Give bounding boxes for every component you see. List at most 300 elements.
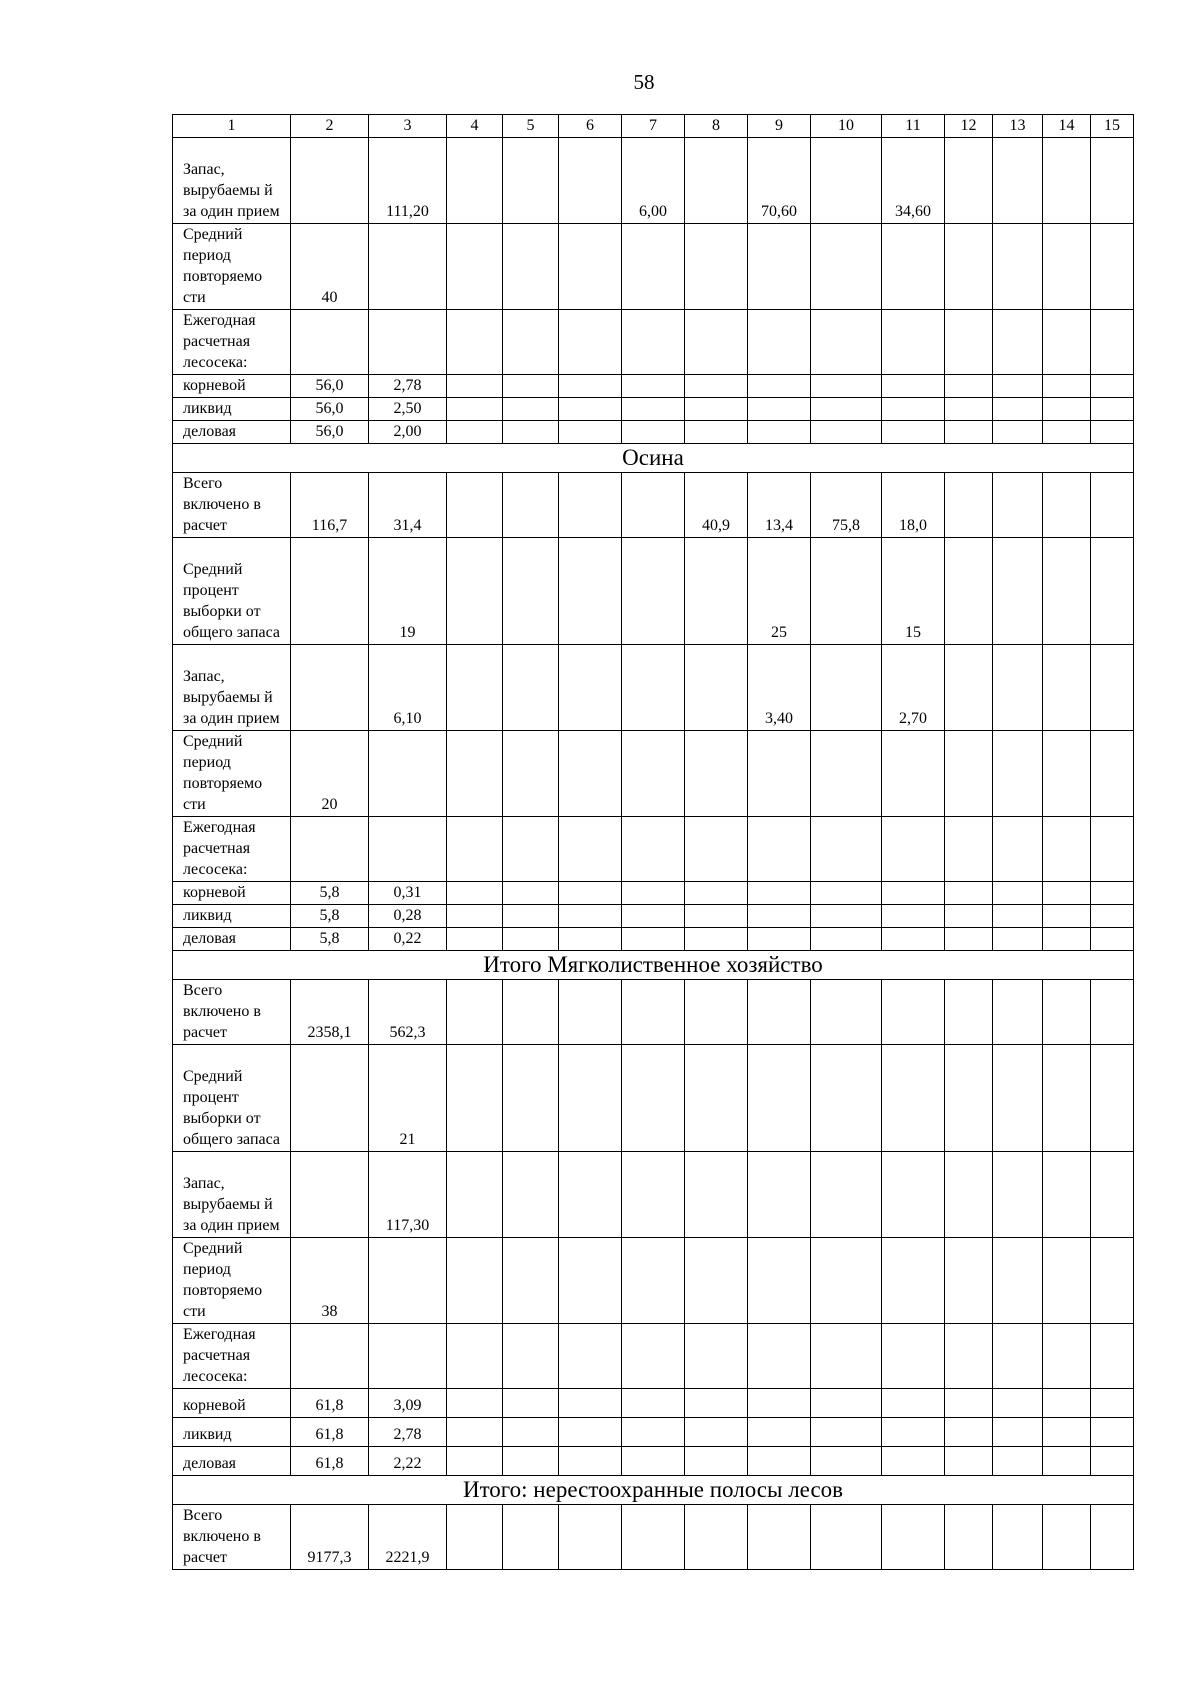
table-cell [447, 538, 503, 645]
table-cell [993, 882, 1043, 905]
table-cell [503, 1389, 559, 1418]
table-cell [1043, 138, 1091, 224]
table-cell [1043, 310, 1091, 375]
table-cell [503, 473, 559, 538]
table-cell [882, 1447, 945, 1476]
table-cell: 2,78 [369, 375, 447, 398]
row-label: деловая [173, 421, 291, 444]
table-cell [503, 1418, 559, 1447]
table-cell [1043, 1324, 1091, 1389]
table-cell [622, 817, 685, 882]
table-cell [447, 1152, 503, 1238]
table-cell [622, 1045, 685, 1152]
table-cell [748, 1238, 811, 1324]
table-cell [945, 980, 993, 1045]
table-row [173, 310, 1134, 375]
table-cell [503, 1152, 559, 1238]
table-cell [559, 1324, 622, 1389]
table-cell: 15 [882, 538, 945, 645]
table-cell [559, 1447, 622, 1476]
table-cell [685, 905, 748, 928]
table-cell [993, 1238, 1043, 1324]
table-cell [291, 1152, 369, 1238]
column-header: 14 [1043, 115, 1091, 138]
table-cell [882, 1418, 945, 1447]
table-cell [993, 1418, 1043, 1447]
table-cell [447, 645, 503, 731]
table-cell [685, 138, 748, 224]
table-cell [1043, 1045, 1091, 1152]
table-cell [559, 905, 622, 928]
allowable-cut-table [172, 114, 1134, 1570]
table-row [173, 1238, 1134, 1324]
table-cell [993, 224, 1043, 310]
table-cell [945, 310, 993, 375]
table-cell [1091, 398, 1134, 421]
row-label: Всего включено в расчет [173, 1505, 291, 1570]
table-cell [369, 224, 447, 310]
table-cell [503, 731, 559, 817]
table-cell [622, 1324, 685, 1389]
table-cell [993, 1152, 1043, 1238]
table-cell [503, 1324, 559, 1389]
table-cell [811, 1152, 882, 1238]
table-cell [945, 421, 993, 444]
table-cell: 19 [369, 538, 447, 645]
table-cell [685, 398, 748, 421]
table-cell: 2,22 [369, 1447, 447, 1476]
table-cell [685, 1238, 748, 1324]
table-cell [622, 731, 685, 817]
table-cell [748, 882, 811, 905]
table-cell [622, 1152, 685, 1238]
table-row [173, 1389, 1134, 1418]
table-cell [369, 310, 447, 375]
table-cell: 20 [291, 731, 369, 817]
table-cell [945, 731, 993, 817]
row-label: Средний процент выборки от общего запаса [173, 1045, 291, 1152]
table-cell [748, 1045, 811, 1152]
table-cell [369, 817, 447, 882]
table-cell: 70,60 [748, 138, 811, 224]
table-cell [811, 138, 882, 224]
table-cell [811, 1505, 882, 1570]
table-cell [685, 980, 748, 1045]
table-cell: 3,40 [748, 645, 811, 731]
table-cell [1091, 731, 1134, 817]
table-cell [685, 1045, 748, 1152]
table-cell [1091, 882, 1134, 905]
table-cell: 34,60 [882, 138, 945, 224]
table-cell [882, 905, 945, 928]
table-cell [993, 928, 1043, 951]
table-cell [993, 645, 1043, 731]
table-cell [503, 375, 559, 398]
section-header-row [173, 951, 1134, 980]
table-cell [811, 980, 882, 1045]
table-cell [1043, 731, 1091, 817]
table-cell [811, 882, 882, 905]
table-cell [503, 645, 559, 731]
table-cell: 6,10 [369, 645, 447, 731]
column-header: 10 [811, 115, 882, 138]
table-cell [993, 398, 1043, 421]
table-cell [1043, 1418, 1091, 1447]
table-cell [447, 905, 503, 928]
table-cell: 0,31 [369, 882, 447, 905]
table-cell [685, 645, 748, 731]
table-cell [945, 398, 993, 421]
table-cell [811, 645, 882, 731]
table-cell: 56,0 [291, 398, 369, 421]
table-cell [369, 731, 447, 817]
table-cell: 0,28 [369, 905, 447, 928]
table-cell [748, 980, 811, 1045]
table-cell [748, 398, 811, 421]
table-cell [945, 375, 993, 398]
table-cell: 0,22 [369, 928, 447, 951]
table-cell [559, 310, 622, 375]
column-header-row [173, 115, 1134, 138]
table-cell [447, 398, 503, 421]
table-cell [503, 224, 559, 310]
table-cell [1091, 1324, 1134, 1389]
table-cell [945, 905, 993, 928]
table-cell [993, 375, 1043, 398]
column-header: 12 [945, 115, 993, 138]
table-cell [748, 817, 811, 882]
table-cell [503, 1238, 559, 1324]
table-cell [503, 928, 559, 951]
table-cell: 40 [291, 224, 369, 310]
table-cell [1043, 1238, 1091, 1324]
table-cell [1091, 1238, 1134, 1324]
table-cell [622, 905, 685, 928]
table-cell [748, 1389, 811, 1418]
row-label: Средний период повторяемо сти [173, 1238, 291, 1324]
table-row [173, 817, 1134, 882]
table-cell [945, 1238, 993, 1324]
table-cell [748, 421, 811, 444]
table-cell: 40,9 [685, 473, 748, 538]
table-cell [748, 1418, 811, 1447]
table-cell [503, 1505, 559, 1570]
table-cell [882, 375, 945, 398]
table-row [173, 1505, 1134, 1570]
table-cell [1043, 1152, 1091, 1238]
section-header-row [173, 1476, 1134, 1505]
section-title: Итого Мягколиственное хозяйство [173, 951, 1134, 980]
table-cell [1091, 538, 1134, 645]
table-cell: 9177,3 [291, 1505, 369, 1570]
table-cell [622, 1389, 685, 1418]
table-row [173, 1152, 1134, 1238]
table-cell [993, 1447, 1043, 1476]
table-cell [685, 928, 748, 951]
table-cell [811, 224, 882, 310]
table-cell [447, 1324, 503, 1389]
table-cell: 5,8 [291, 882, 369, 905]
table-cell [811, 731, 882, 817]
table-cell: 56,0 [291, 375, 369, 398]
column-header: 8 [685, 115, 748, 138]
table-cell [559, 224, 622, 310]
column-header: 7 [622, 115, 685, 138]
table-cell [748, 1152, 811, 1238]
table-cell [1043, 473, 1091, 538]
table-cell [993, 538, 1043, 645]
table-cell: 2358,1 [291, 980, 369, 1045]
table-cell [993, 1045, 1043, 1152]
table-cell [503, 138, 559, 224]
table-cell [685, 817, 748, 882]
table-cell [559, 1505, 622, 1570]
table-row [173, 905, 1134, 928]
table-row [173, 980, 1134, 1045]
column-header: 9 [748, 115, 811, 138]
table-cell [945, 817, 993, 882]
table-cell [1091, 980, 1134, 1045]
table-cell [945, 882, 993, 905]
row-label: Всего включено в расчет [173, 473, 291, 538]
table-cell [622, 928, 685, 951]
table-cell [291, 138, 369, 224]
table-cell [1043, 224, 1091, 310]
table-cell [748, 928, 811, 951]
table-row [173, 645, 1134, 731]
table-cell [447, 928, 503, 951]
table-cell [882, 1505, 945, 1570]
table-cell: 61,8 [291, 1418, 369, 1447]
row-label: Запас, вырубаемы й за один прием [173, 138, 291, 224]
table-cell [993, 1324, 1043, 1389]
table-cell [1091, 473, 1134, 538]
table-cell: 2,50 [369, 398, 447, 421]
table-cell [1043, 905, 1091, 928]
table-cell [685, 224, 748, 310]
table-cell [993, 1505, 1043, 1570]
table-cell [559, 1152, 622, 1238]
table-cell [622, 375, 685, 398]
table-cell [945, 928, 993, 951]
table-cell [882, 398, 945, 421]
row-label: Ежегодная расчетная лесосека: [173, 1324, 291, 1389]
table-row [173, 538, 1134, 645]
column-header: 3 [369, 115, 447, 138]
table-cell [622, 421, 685, 444]
section-title: Итого: нерестоохранные полосы лесов [173, 1476, 1134, 1505]
table-cell [1043, 882, 1091, 905]
table-cell: 6,00 [622, 138, 685, 224]
table-cell: 2,78 [369, 1418, 447, 1447]
table-row [173, 398, 1134, 421]
table-cell [945, 1505, 993, 1570]
table-cell: 13,4 [748, 473, 811, 538]
table-cell [291, 310, 369, 375]
table-cell [811, 538, 882, 645]
row-label: ликвид [173, 905, 291, 928]
table-cell [811, 1238, 882, 1324]
table-cell [993, 1389, 1043, 1418]
table-cell [1091, 1152, 1134, 1238]
row-label: деловая [173, 928, 291, 951]
table-cell [291, 1045, 369, 1152]
table-row [173, 928, 1134, 951]
table-cell [882, 980, 945, 1045]
table-cell [748, 905, 811, 928]
table-cell [1043, 817, 1091, 882]
table-cell [559, 138, 622, 224]
table-cell [882, 1238, 945, 1324]
table-cell [622, 538, 685, 645]
table-row [173, 224, 1134, 310]
table-cell [882, 882, 945, 905]
table-cell [503, 1045, 559, 1152]
table-cell: 117,30 [369, 1152, 447, 1238]
table-cell [685, 731, 748, 817]
table-cell: 3,09 [369, 1389, 447, 1418]
table-cell [369, 1324, 447, 1389]
table-row [173, 138, 1134, 224]
table-cell [882, 1324, 945, 1389]
table-cell [685, 1505, 748, 1570]
table-cell [559, 473, 622, 538]
table-row [173, 421, 1134, 444]
table-cell [559, 980, 622, 1045]
row-label: ликвид [173, 1418, 291, 1447]
table-cell [945, 1045, 993, 1152]
table-cell [1091, 224, 1134, 310]
table-cell [882, 1389, 945, 1418]
table-cell: 61,8 [291, 1447, 369, 1476]
row-label: Всего включено в расчет [173, 980, 291, 1045]
table-cell [685, 1324, 748, 1389]
table-cell [1091, 1045, 1134, 1152]
table-cell [447, 310, 503, 375]
table-cell [622, 882, 685, 905]
table-cell [622, 1505, 685, 1570]
table-cell [503, 817, 559, 882]
table-cell [369, 1238, 447, 1324]
column-header: 1 [173, 115, 291, 138]
table-cell [993, 138, 1043, 224]
table-cell [559, 1389, 622, 1418]
table-cell [447, 1389, 503, 1418]
table-row [173, 1324, 1134, 1389]
row-label: Средний период повторяемо сти [173, 224, 291, 310]
table-cell: 38 [291, 1238, 369, 1324]
table-cell [622, 1238, 685, 1324]
table-cell [447, 1418, 503, 1447]
table-cell: 18,0 [882, 473, 945, 538]
column-header: 4 [447, 115, 503, 138]
table-cell [1043, 421, 1091, 444]
table-cell [811, 1389, 882, 1418]
table-cell [685, 538, 748, 645]
table-cell [811, 1324, 882, 1389]
table-row [173, 882, 1134, 905]
table-cell [559, 1418, 622, 1447]
table-cell [1091, 421, 1134, 444]
table-cell [1091, 645, 1134, 731]
table-cell [447, 1045, 503, 1152]
table-cell [1043, 538, 1091, 645]
table-cell [559, 817, 622, 882]
row-label: Запас, вырубаемы й за один прием [173, 1152, 291, 1238]
table-cell [1043, 980, 1091, 1045]
page-number: 58 [633, 70, 655, 94]
table-cell [1091, 1418, 1134, 1447]
table-cell [685, 1447, 748, 1476]
table-cell [685, 375, 748, 398]
table-cell [748, 224, 811, 310]
table-cell [447, 882, 503, 905]
table-cell [945, 138, 993, 224]
table-row [173, 473, 1134, 538]
table-cell [811, 928, 882, 951]
row-label: Запас, вырубаемы й за один прием [173, 645, 291, 731]
table-cell [1091, 1505, 1134, 1570]
table-body [173, 115, 1134, 1570]
table-cell [882, 1152, 945, 1238]
table-cell [291, 645, 369, 731]
table-cell [503, 1447, 559, 1476]
table-cell [685, 1389, 748, 1418]
table-cell [447, 1505, 503, 1570]
table-cell [945, 1447, 993, 1476]
table-cell [993, 905, 1043, 928]
table-cell [1091, 138, 1134, 224]
table-cell: 116,7 [291, 473, 369, 538]
table-cell [811, 310, 882, 375]
table-cell [622, 1418, 685, 1447]
table-cell [811, 905, 882, 928]
table-cell [748, 375, 811, 398]
table-cell [685, 1418, 748, 1447]
table-cell [559, 375, 622, 398]
table-cell [811, 1045, 882, 1152]
table-cell [503, 905, 559, 928]
table-cell: 2,00 [369, 421, 447, 444]
table-cell: 75,8 [811, 473, 882, 538]
table-cell: 2221,9 [369, 1505, 447, 1570]
table-cell [811, 1447, 882, 1476]
table-cell [1043, 645, 1091, 731]
row-label: корневой [173, 882, 291, 905]
table-cell: 2,70 [882, 645, 945, 731]
table-cell [993, 473, 1043, 538]
table-cell [447, 1447, 503, 1476]
table-cell [559, 645, 622, 731]
table-cell [622, 224, 685, 310]
table-cell [811, 817, 882, 882]
table-cell [1091, 1389, 1134, 1418]
table-cell [559, 1238, 622, 1324]
table-cell [993, 421, 1043, 444]
table-cell [945, 1324, 993, 1389]
table-cell [559, 928, 622, 951]
table-cell [882, 310, 945, 375]
table-row [173, 1045, 1134, 1152]
table-cell [882, 817, 945, 882]
table-cell [811, 421, 882, 444]
table-cell [993, 817, 1043, 882]
table-cell: 56,0 [291, 421, 369, 444]
table-cell [1091, 310, 1134, 375]
table-cell: 61,8 [291, 1389, 369, 1418]
table-cell [993, 980, 1043, 1045]
table-cell: 21 [369, 1045, 447, 1152]
